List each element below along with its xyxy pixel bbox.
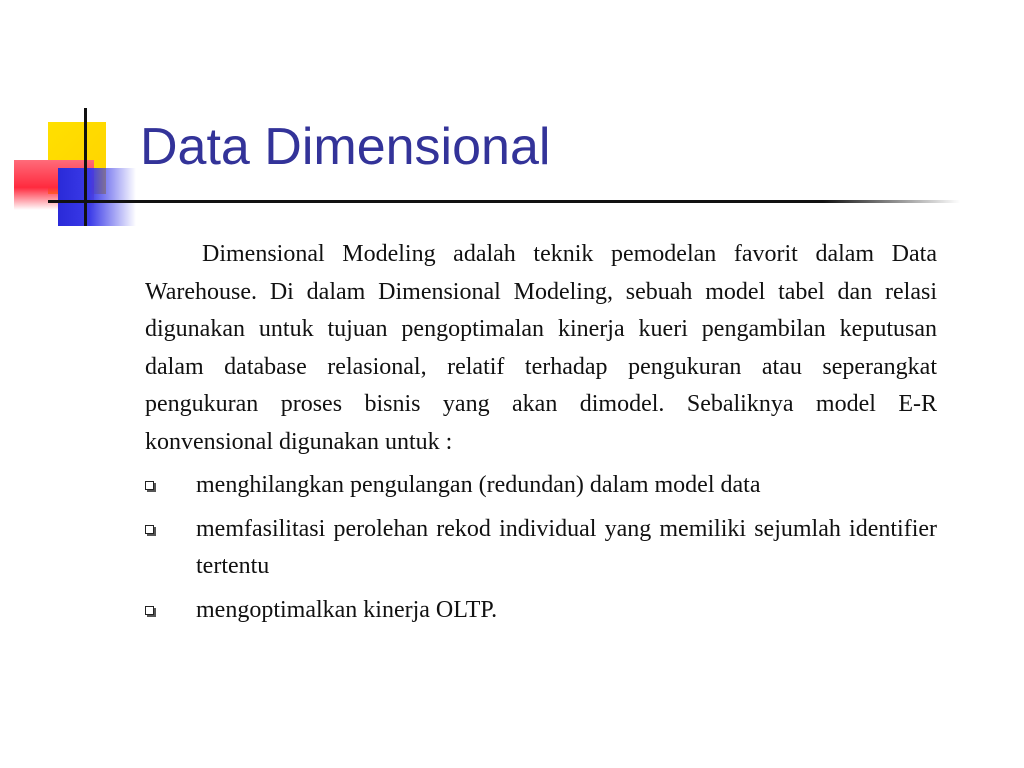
bullet-text: memfasilitasi perolehan rekod individual yang memiliki sejumlah identifier tertentu (196, 515, 937, 579)
list-item (145, 511, 937, 586)
bullet-list (145, 467, 937, 629)
slide-body (145, 236, 937, 635)
body-paragraph: Dimensional Modeling adalah teknik pemodelan favorit dalam Data Warehouse. Di dalam Dimensional Modeling, sebuah model tabel dan relasi digunakan untuk tujuan pengoptimalan kinerja kueri pengambilan keputusan dalam database relasional, relatif terhadap pengukuran atau seperangkat pengukuran proses bisnis yang akan dimodel. Sebaliknya model E-R konvensional digunakan untuk : (145, 241, 937, 455)
list-item (145, 467, 937, 505)
bullet-text: mengoptimalkan kinerja OLTP. (196, 596, 498, 623)
decorative-vertical-line (84, 108, 87, 226)
hollow-square-bullet-icon (145, 606, 154, 615)
slide-title: Data Dimensional (140, 118, 551, 176)
list-item (145, 592, 937, 630)
decorative-blue-square (58, 168, 136, 226)
title-underline (48, 200, 960, 203)
bullet-text: menghilangkan pengulangan (redundan) dalam model data (196, 472, 761, 498)
hollow-square-bullet-icon (145, 481, 154, 490)
hollow-square-bullet-icon (145, 525, 154, 534)
